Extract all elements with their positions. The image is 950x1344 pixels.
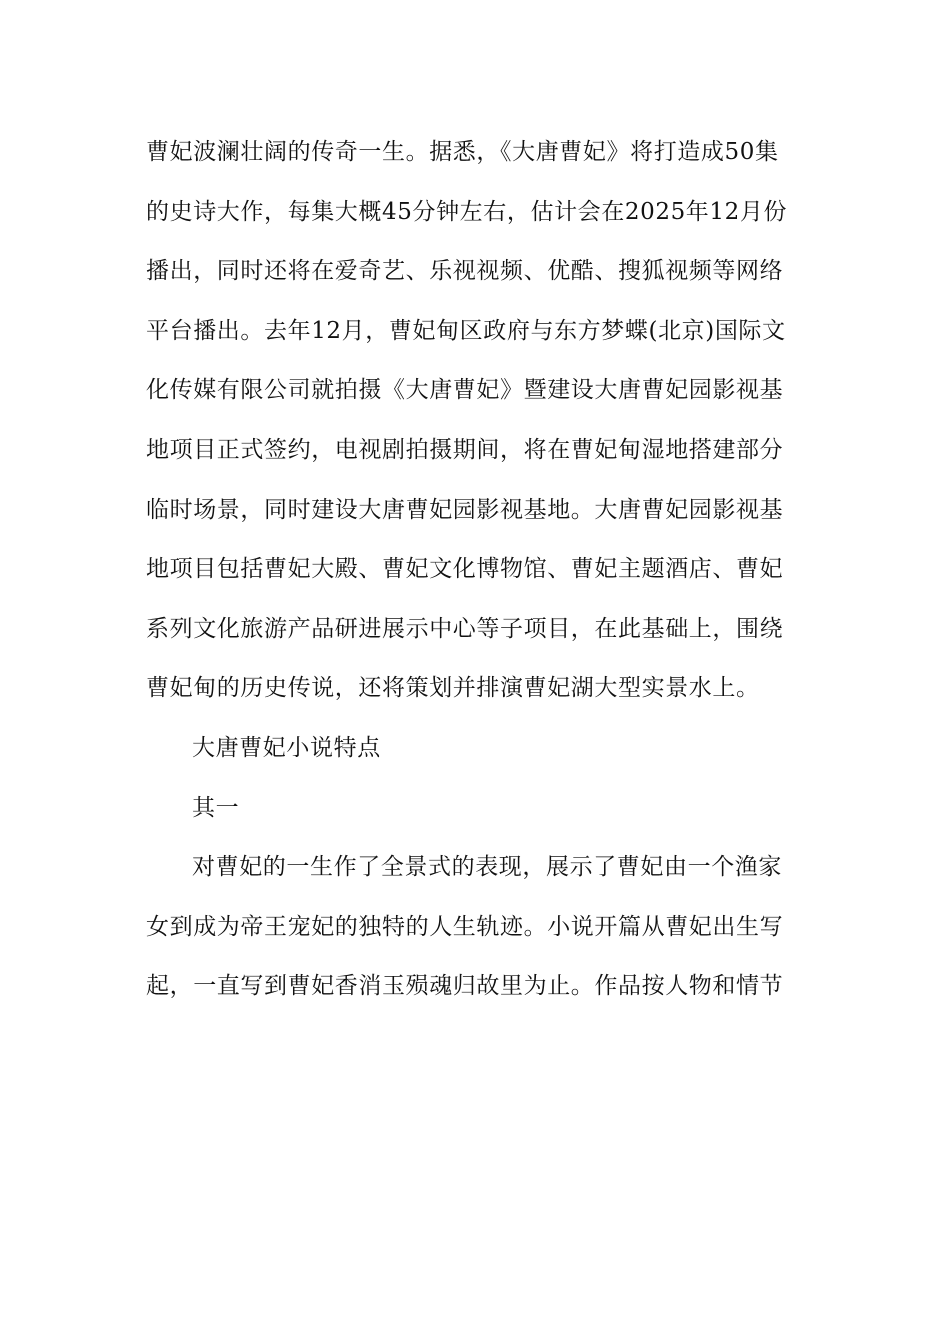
paragraph-line: 平台播出。去年12月，曹妃甸区政府与东方梦蝶(北京)国际文 (146, 317, 786, 344)
document-body (146, 127, 806, 1021)
paragraph-line: 对曹妃的一生作了全景式的表现，展示了曹妃由一个渔家 (192, 854, 782, 881)
paragraph-line: 播出，同时还将在爱奇艺、乐视视频、优酷、搜狐视频等网络 (146, 258, 784, 285)
paragraph-line: 的史诗大作，每集大概45分钟左右，估计会在2025年12月份 (146, 198, 788, 225)
paragraph-line: 地项目包括曹妃大殿、曹妃文化博物馆、曹妃主题酒店、曹妃 (146, 556, 784, 583)
paragraph-line: 起，一直写到曹妃香消玉殒魂归故里为止。作品按人物和情节 (146, 973, 784, 1000)
paragraph-line: 曹妃甸的历史传说，还将策划并排演曹妃湖大型实景水上。 (146, 675, 760, 702)
section-heading: 大唐曹妃小说特点 (192, 734, 381, 761)
paragraph-line: 地项目正式签约，电视剧拍摄期间，将在曹妃甸湿地搭建部分 (146, 436, 784, 463)
paragraph-line: 曹妃波澜壮阔的传奇一生。据悉，《大唐曹妃》将打造成50集 (146, 139, 779, 165)
paragraph-line: 临时场景，同时建设大唐曹妃园影视基地。大唐曹妃园影视基 (146, 496, 784, 523)
paragraph-line: 化传媒有限公司就拍摄《大唐曹妃》暨建设大唐曹妃园影视基 (146, 377, 784, 404)
paragraph-line: 女到成为帝王宠妃的独特的人生轨迹。小说开篇从曹妃出生写 (146, 913, 784, 940)
paragraph-line: 系列文化旅游产品研进展示中心等子项目，在此基础上，围绕 (146, 615, 784, 642)
subsection-heading: 其一 (192, 794, 240, 821)
